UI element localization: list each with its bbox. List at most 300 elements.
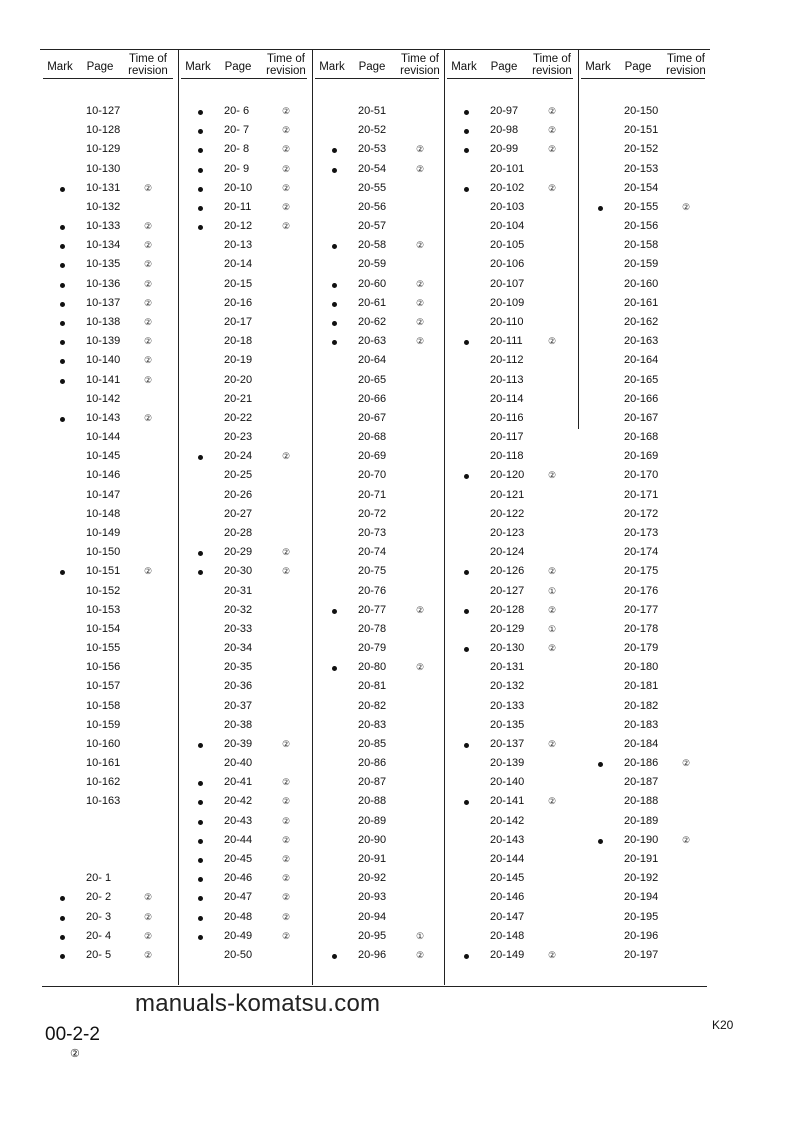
page-number-cell: 20-177 — [624, 603, 659, 616]
page-number-cell: 20-20 — [224, 373, 253, 386]
page-number-cell: 10-152 — [86, 584, 121, 597]
revised-mark — [198, 916, 203, 921]
revised-mark — [198, 206, 203, 211]
revision-number: ② — [416, 278, 425, 289]
revision-number: ② — [282, 911, 291, 922]
page-number-cell: 10-153 — [86, 603, 121, 616]
page-number-cell: 20- 2 — [86, 891, 112, 904]
revised-mark — [60, 935, 65, 940]
revised-mark — [332, 609, 337, 614]
header-time-of-revision — [394, 53, 446, 77]
header-page: Page — [624, 61, 652, 73]
revision-number: ② — [416, 240, 425, 251]
page-number-cell: 20-80 — [358, 661, 387, 674]
page-number-cell: 20-114 — [490, 392, 524, 405]
page-number-cell: 20-19 — [224, 354, 253, 367]
page-number-cell: 20-103 — [490, 200, 525, 213]
page-number-cell: 20-154 — [624, 181, 659, 194]
revised-mark — [60, 321, 65, 326]
page-number-cell: 20-41 — [224, 776, 253, 789]
revised-mark — [332, 148, 337, 153]
revised-mark — [198, 570, 203, 575]
header-text: Time of — [667, 53, 705, 65]
revision-number: ② — [144, 949, 153, 960]
revision-number: ② — [144, 278, 153, 289]
page-number-cell: 10-150 — [86, 546, 121, 559]
page-number-cell: 20-95 — [358, 929, 387, 942]
header-mark: Mark — [451, 61, 477, 73]
page-number-cell: 20-167 — [624, 411, 659, 424]
page-number-cell: 20-40 — [224, 757, 253, 770]
page-number-cell: 20-88 — [358, 795, 387, 808]
header-time-of-revision — [660, 53, 712, 77]
page-number-cell: 20-13 — [224, 239, 253, 252]
page-number-cell: 20-27 — [224, 507, 253, 520]
page-number-cell: 20-44 — [224, 833, 253, 846]
page-number-cell: 20-52 — [358, 124, 387, 137]
page-number-cell: 20-63 — [358, 335, 387, 348]
page-number-cell: 20-158 — [624, 239, 659, 252]
page-number-cell: 20-57 — [358, 220, 387, 233]
column-divider — [312, 49, 313, 985]
page-number-cell: 20-152 — [624, 143, 659, 156]
page-number-cell: 20-89 — [358, 814, 387, 827]
page-number-cell: 20-25 — [224, 469, 253, 482]
revised-mark — [198, 148, 203, 153]
page-number-cell: 20-166 — [624, 392, 659, 405]
page-number-cell: 20-85 — [358, 737, 387, 750]
revision-number: ② — [548, 604, 557, 615]
page-number-cell: 20-18 — [224, 335, 253, 348]
page-number-cell: 20-81 — [358, 680, 387, 693]
revision-number: ② — [282, 777, 291, 788]
page-number-cell: 10-130 — [86, 162, 121, 175]
revised-mark — [60, 359, 65, 364]
page-number-cell: 10-161 — [86, 757, 121, 770]
page-number-cell: 20-15 — [224, 277, 253, 290]
page-number-cell: 20-112 — [490, 354, 524, 367]
page-number-cell: 20-175 — [624, 565, 659, 578]
page-number-cell: 20-70 — [358, 469, 387, 482]
page-number-cell: 20-105 — [490, 239, 525, 252]
revised-mark — [60, 244, 65, 249]
revision-number: ② — [548, 106, 557, 116]
page-number-cell: 20-86 — [358, 757, 387, 770]
page-number-cell: 20-109 — [490, 296, 525, 309]
page-number-cell: 20-66 — [358, 392, 387, 405]
revision-number: ② — [682, 758, 691, 769]
page-number-cell: 20-61 — [358, 296, 387, 309]
page-number-cell: 10-143 — [86, 411, 121, 424]
revision-number: ② — [282, 930, 291, 941]
revision-number: ② — [282, 221, 291, 232]
revised-mark — [464, 954, 469, 959]
column-divider — [578, 49, 579, 429]
page-number-cell: 20- 6 — [224, 105, 250, 117]
page-number-cell: 20-75 — [358, 565, 387, 578]
header-time-of-revision — [122, 53, 174, 77]
page-number: 00-2-2 — [45, 1024, 100, 1045]
page-number-cell: 20-51 — [358, 105, 387, 117]
column-divider — [444, 49, 445, 985]
page-number-cell: 20-121 — [490, 488, 525, 501]
revision-number: ② — [416, 604, 425, 615]
page-number-cell: 20-163 — [624, 335, 659, 348]
revised-mark — [198, 225, 203, 230]
revision-number: ② — [682, 834, 691, 845]
page-number-cell: 20-45 — [224, 853, 253, 866]
table-top-rule — [40, 49, 710, 50]
page-number-cell: 20-54 — [358, 162, 387, 175]
page-number-cell: 20-69 — [358, 450, 387, 463]
revised-mark — [198, 743, 203, 748]
revised-mark — [332, 340, 337, 345]
header-page: Page — [490, 61, 518, 73]
revised-mark — [60, 379, 65, 384]
page-number-cell: 20-153 — [624, 162, 659, 175]
revised-mark — [464, 148, 469, 153]
page-number-cell: 20-150 — [624, 105, 659, 117]
document-code: K20 — [712, 1018, 734, 1032]
page-number-cell: 20-143 — [490, 833, 525, 846]
revision-number: ② — [282, 566, 291, 577]
page-number-cell: 20-104 — [490, 220, 525, 233]
revised-mark — [198, 839, 203, 844]
revision-number: ② — [144, 892, 153, 903]
revision-number: ② — [144, 240, 153, 251]
revision-number: ② — [416, 297, 425, 308]
page-number-cell: 10-127 — [86, 105, 121, 117]
page-number-cell: 20-183 — [624, 718, 659, 731]
revision-number: ② — [144, 566, 153, 577]
page-number-cell: 20- 8 — [224, 143, 250, 156]
page-number-cell: 20-67 — [358, 411, 387, 424]
revised-mark — [198, 168, 203, 173]
page-number-cell: 20-48 — [224, 910, 253, 923]
revision-number: ② — [548, 949, 557, 960]
revised-mark — [464, 474, 469, 479]
header-time-of-revision — [260, 53, 312, 77]
page-number-cell: 20-118 — [490, 450, 524, 463]
page-number-cell: 20-184 — [624, 737, 659, 750]
page-number-cell: 20-129 — [490, 622, 525, 635]
table-bottom-rule — [42, 986, 707, 987]
page-number-cell: 10-160 — [86, 737, 121, 750]
page-number-cell: 20-16 — [224, 296, 253, 309]
revised-mark — [198, 781, 203, 786]
page-number-cell: 20-178 — [624, 622, 659, 635]
page-number-cell: 20-116 — [490, 411, 524, 424]
revised-mark — [464, 570, 469, 575]
page-number-cell: 20-107 — [490, 277, 525, 290]
revision-number: ② — [548, 566, 557, 577]
page-number-cell: 20-101 — [490, 162, 525, 175]
page-number-cell: 10-140 — [86, 354, 121, 367]
revision-number: ② — [282, 815, 291, 826]
revision-number: ② — [282, 106, 291, 116]
page-number-cell: 20-106 — [490, 258, 525, 271]
revised-mark — [598, 839, 603, 844]
revised-mark — [198, 110, 203, 115]
header-text: revision — [400, 65, 440, 77]
page-number-cell: 20-190 — [624, 833, 659, 846]
revised-mark — [60, 263, 65, 268]
revised-mark — [464, 800, 469, 805]
page-number-cell: 20-186 — [624, 757, 659, 770]
page-number-cell: 20-77 — [358, 603, 387, 616]
page-number-cell: 20-159 — [624, 258, 659, 271]
revision-number: ② — [144, 182, 153, 193]
page-number-cell: 20-124 — [490, 546, 525, 559]
page-number-cell: 10-137 — [86, 296, 121, 309]
page-number-cell: 20-196 — [624, 929, 659, 942]
page-number-cell: 10-159 — [86, 718, 121, 731]
page-number-cell: 20-68 — [358, 431, 387, 444]
revision-number: ② — [548, 470, 557, 481]
page-number-cell: 20-74 — [358, 546, 387, 559]
page-number-cell: 20-113 — [490, 373, 524, 386]
page-number-cell: 20-123 — [490, 526, 525, 539]
page-revision-mark: ② — [70, 1048, 80, 1060]
page-number-cell: 20-162 — [624, 315, 659, 328]
revision-number: ② — [282, 144, 291, 155]
page-number-cell: 20-26 — [224, 488, 253, 501]
revised-mark — [332, 168, 337, 173]
page-number-cell: 20-90 — [358, 833, 387, 846]
page-number-cell: 20-171 — [624, 488, 659, 501]
revised-mark — [332, 302, 337, 307]
page-number-cell: 20-47 — [224, 891, 253, 904]
header-text: Time of — [533, 53, 571, 65]
revision-number: ② — [144, 221, 153, 232]
page-number-cell: 20-78 — [358, 622, 387, 635]
page-number-cell: 20-155 — [624, 200, 659, 213]
header-text: Time of — [129, 53, 167, 65]
page-number-cell: 10-139 — [86, 335, 121, 348]
page-number-cell: 20-82 — [358, 699, 387, 712]
page-number-cell: 20-141 — [490, 795, 525, 808]
page-number-cell: 20-192 — [624, 872, 659, 885]
page-number-cell: 20-98 — [490, 124, 519, 137]
header-rule — [581, 78, 705, 79]
page-number-cell: 20-160 — [624, 277, 659, 290]
page-number-cell: 20-50 — [224, 948, 253, 961]
page-number-cell: 20- 1 — [86, 872, 112, 885]
page-number-cell: 20-17 — [224, 315, 253, 328]
revision-number: ② — [548, 182, 557, 193]
page-number-cell: 20-87 — [358, 776, 387, 789]
page-number-cell: 20-59 — [358, 258, 387, 271]
revised-mark — [464, 187, 469, 192]
page-number-cell: 20-172 — [624, 507, 659, 520]
revised-mark — [60, 417, 65, 422]
header-rule — [43, 78, 173, 79]
revised-mark — [60, 283, 65, 288]
page-number-cell: 20-55 — [358, 181, 387, 194]
revision-number: ② — [416, 949, 425, 960]
page-number-cell: 10-138 — [86, 315, 121, 328]
revised-mark — [198, 455, 203, 460]
page-number-cell: 20-12 — [224, 220, 253, 233]
revision-number: ① — [416, 930, 425, 941]
header-text: revision — [266, 65, 306, 77]
page-number-cell: 20-93 — [358, 891, 387, 904]
page-number-cell: 20-137 — [490, 737, 525, 750]
revision-number: ② — [548, 643, 557, 654]
page-number-cell: 20-36 — [224, 680, 253, 693]
revision-number: ② — [416, 144, 425, 155]
page-number-cell: 20-126 — [490, 565, 525, 578]
header-rule — [181, 78, 307, 79]
revision-number: ② — [548, 125, 557, 136]
page-number-cell: 10-147 — [86, 488, 121, 501]
column-divider — [178, 49, 179, 985]
page-number-cell: 20-35 — [224, 661, 253, 674]
page-number-cell: 20-31 — [224, 584, 253, 597]
revised-mark — [464, 743, 469, 748]
revision-number: ② — [282, 201, 291, 212]
page-number-cell: 20-38 — [224, 718, 253, 731]
revised-mark — [60, 187, 65, 192]
revised-mark — [464, 609, 469, 614]
header-rule — [315, 78, 439, 79]
revised-mark — [464, 110, 469, 115]
page-number-cell: 20-127 — [490, 584, 525, 597]
page-number-cell: 20-174 — [624, 546, 659, 559]
watermark: manuals-komatsu.com — [135, 990, 381, 1017]
page-number-cell: 20-197 — [624, 948, 659, 961]
page-number-cell: 20-170 — [624, 469, 659, 482]
page-number-cell: 20-21 — [224, 392, 253, 405]
revised-mark — [332, 666, 337, 671]
page-number-cell: 20-194 — [624, 891, 659, 904]
page-number-cell: 20-24 — [224, 450, 253, 463]
revision-number: ② — [282, 451, 291, 462]
revision-number: ② — [282, 796, 291, 807]
page-number-cell: 20-53 — [358, 143, 387, 156]
page-number-cell: 20-191 — [624, 853, 659, 866]
page-number-cell: 10-146 — [86, 469, 121, 482]
page-number-cell: 20-133 — [490, 699, 525, 712]
page-number-cell: 20-22 — [224, 411, 253, 424]
revised-mark — [60, 340, 65, 345]
page-number-cell: 20-164 — [624, 354, 659, 367]
page-number-cell: 10-134 — [86, 239, 121, 252]
header-rule — [447, 78, 573, 79]
revised-mark — [198, 820, 203, 825]
page-number-cell: 10-158 — [86, 699, 121, 712]
header-mark: Mark — [319, 61, 345, 73]
page-number-cell: 10-157 — [86, 680, 121, 693]
page-number-cell: 20-62 — [358, 315, 387, 328]
page-number-cell: 10-136 — [86, 277, 121, 290]
header-page: Page — [358, 61, 386, 73]
revision-number: ② — [144, 355, 153, 366]
page-number-cell: 20-182 — [624, 699, 659, 712]
page-number-cell: 20-142 — [490, 814, 525, 827]
page-number-cell: 20-187 — [624, 776, 659, 789]
page-number-cell: 20-165 — [624, 373, 659, 386]
page-number-cell: 10-132 — [86, 200, 121, 213]
page-number-cell: 20-176 — [624, 584, 659, 597]
page-number-cell: 20-58 — [358, 239, 387, 252]
header-time-of-revision — [526, 53, 578, 77]
page-number-cell: 20-156 — [624, 220, 659, 233]
page-number-cell: 10-133 — [86, 220, 121, 233]
revised-mark — [198, 187, 203, 192]
page-number-cell: 20-99 — [490, 143, 519, 156]
revised-mark — [198, 877, 203, 882]
revision-number: ② — [548, 336, 557, 347]
revised-mark — [198, 858, 203, 863]
page-number-cell: 20-73 — [358, 526, 387, 539]
page-number-cell: 20-131 — [490, 661, 525, 674]
revised-mark — [198, 129, 203, 134]
page-number-cell: 20-135 — [490, 718, 525, 731]
revised-mark — [598, 762, 603, 767]
revision-number: ② — [144, 316, 153, 327]
page-number-cell: 10-163 — [86, 795, 121, 808]
revised-mark — [60, 570, 65, 575]
page-number-cell: 20-189 — [624, 814, 659, 827]
page-number-cell: 20-30 — [224, 565, 253, 578]
page-number-cell: 10-154 — [86, 622, 121, 635]
page-number-cell: 20-46 — [224, 872, 253, 885]
page-number-cell: 10-142 — [86, 392, 121, 405]
revised-mark — [332, 954, 337, 959]
page-number-cell: 10-155 — [86, 642, 121, 655]
page-number-cell: 20-11 — [224, 200, 252, 213]
page-number-cell: 20-168 — [624, 431, 659, 444]
revised-mark — [198, 551, 203, 556]
page-number-cell: 20-33 — [224, 622, 253, 635]
page-number-cell: 20-28 — [224, 526, 253, 539]
page-number-cell: 20-139 — [490, 757, 525, 770]
page-number-cell: 20-147 — [490, 910, 525, 923]
revised-mark — [198, 935, 203, 940]
header-text: revision — [128, 65, 168, 77]
page-number-cell: 10-135 — [86, 258, 121, 271]
header-text: revision — [532, 65, 572, 77]
page-number-cell: 10-144 — [86, 431, 121, 444]
page-number-cell: 20-140 — [490, 776, 525, 789]
page-number-cell: 10-141 — [86, 373, 121, 386]
revised-mark — [60, 954, 65, 959]
page-number-cell: 20-149 — [490, 948, 525, 961]
revised-mark — [198, 896, 203, 901]
page-number-cell: 20-144 — [490, 853, 525, 866]
page-number-cell: 20-111 — [490, 335, 523, 348]
page-number-cell: 20-132 — [490, 680, 525, 693]
revision-number: ② — [548, 796, 557, 807]
page-number-cell: 20-71 — [358, 488, 387, 501]
page-number-cell: 10-162 — [86, 776, 121, 789]
page-number-cell: 20-110 — [490, 315, 524, 328]
page-number-cell: 20-64 — [358, 354, 387, 367]
page-number-cell: 20-56 — [358, 200, 387, 213]
header-page: Page — [224, 61, 252, 73]
page-number-cell: 20-173 — [624, 526, 659, 539]
revision-number: ② — [416, 163, 425, 174]
page-number-cell: 20-39 — [224, 737, 253, 750]
page-number-cell: 20-161 — [624, 296, 659, 309]
page-number-cell: 20-128 — [490, 603, 525, 616]
revision-number: ② — [282, 854, 291, 865]
page-number-cell: 10-129 — [86, 143, 121, 156]
revision-number: ② — [682, 201, 691, 212]
page-number-cell: 20-130 — [490, 642, 525, 655]
revision-number: ② — [548, 738, 557, 749]
